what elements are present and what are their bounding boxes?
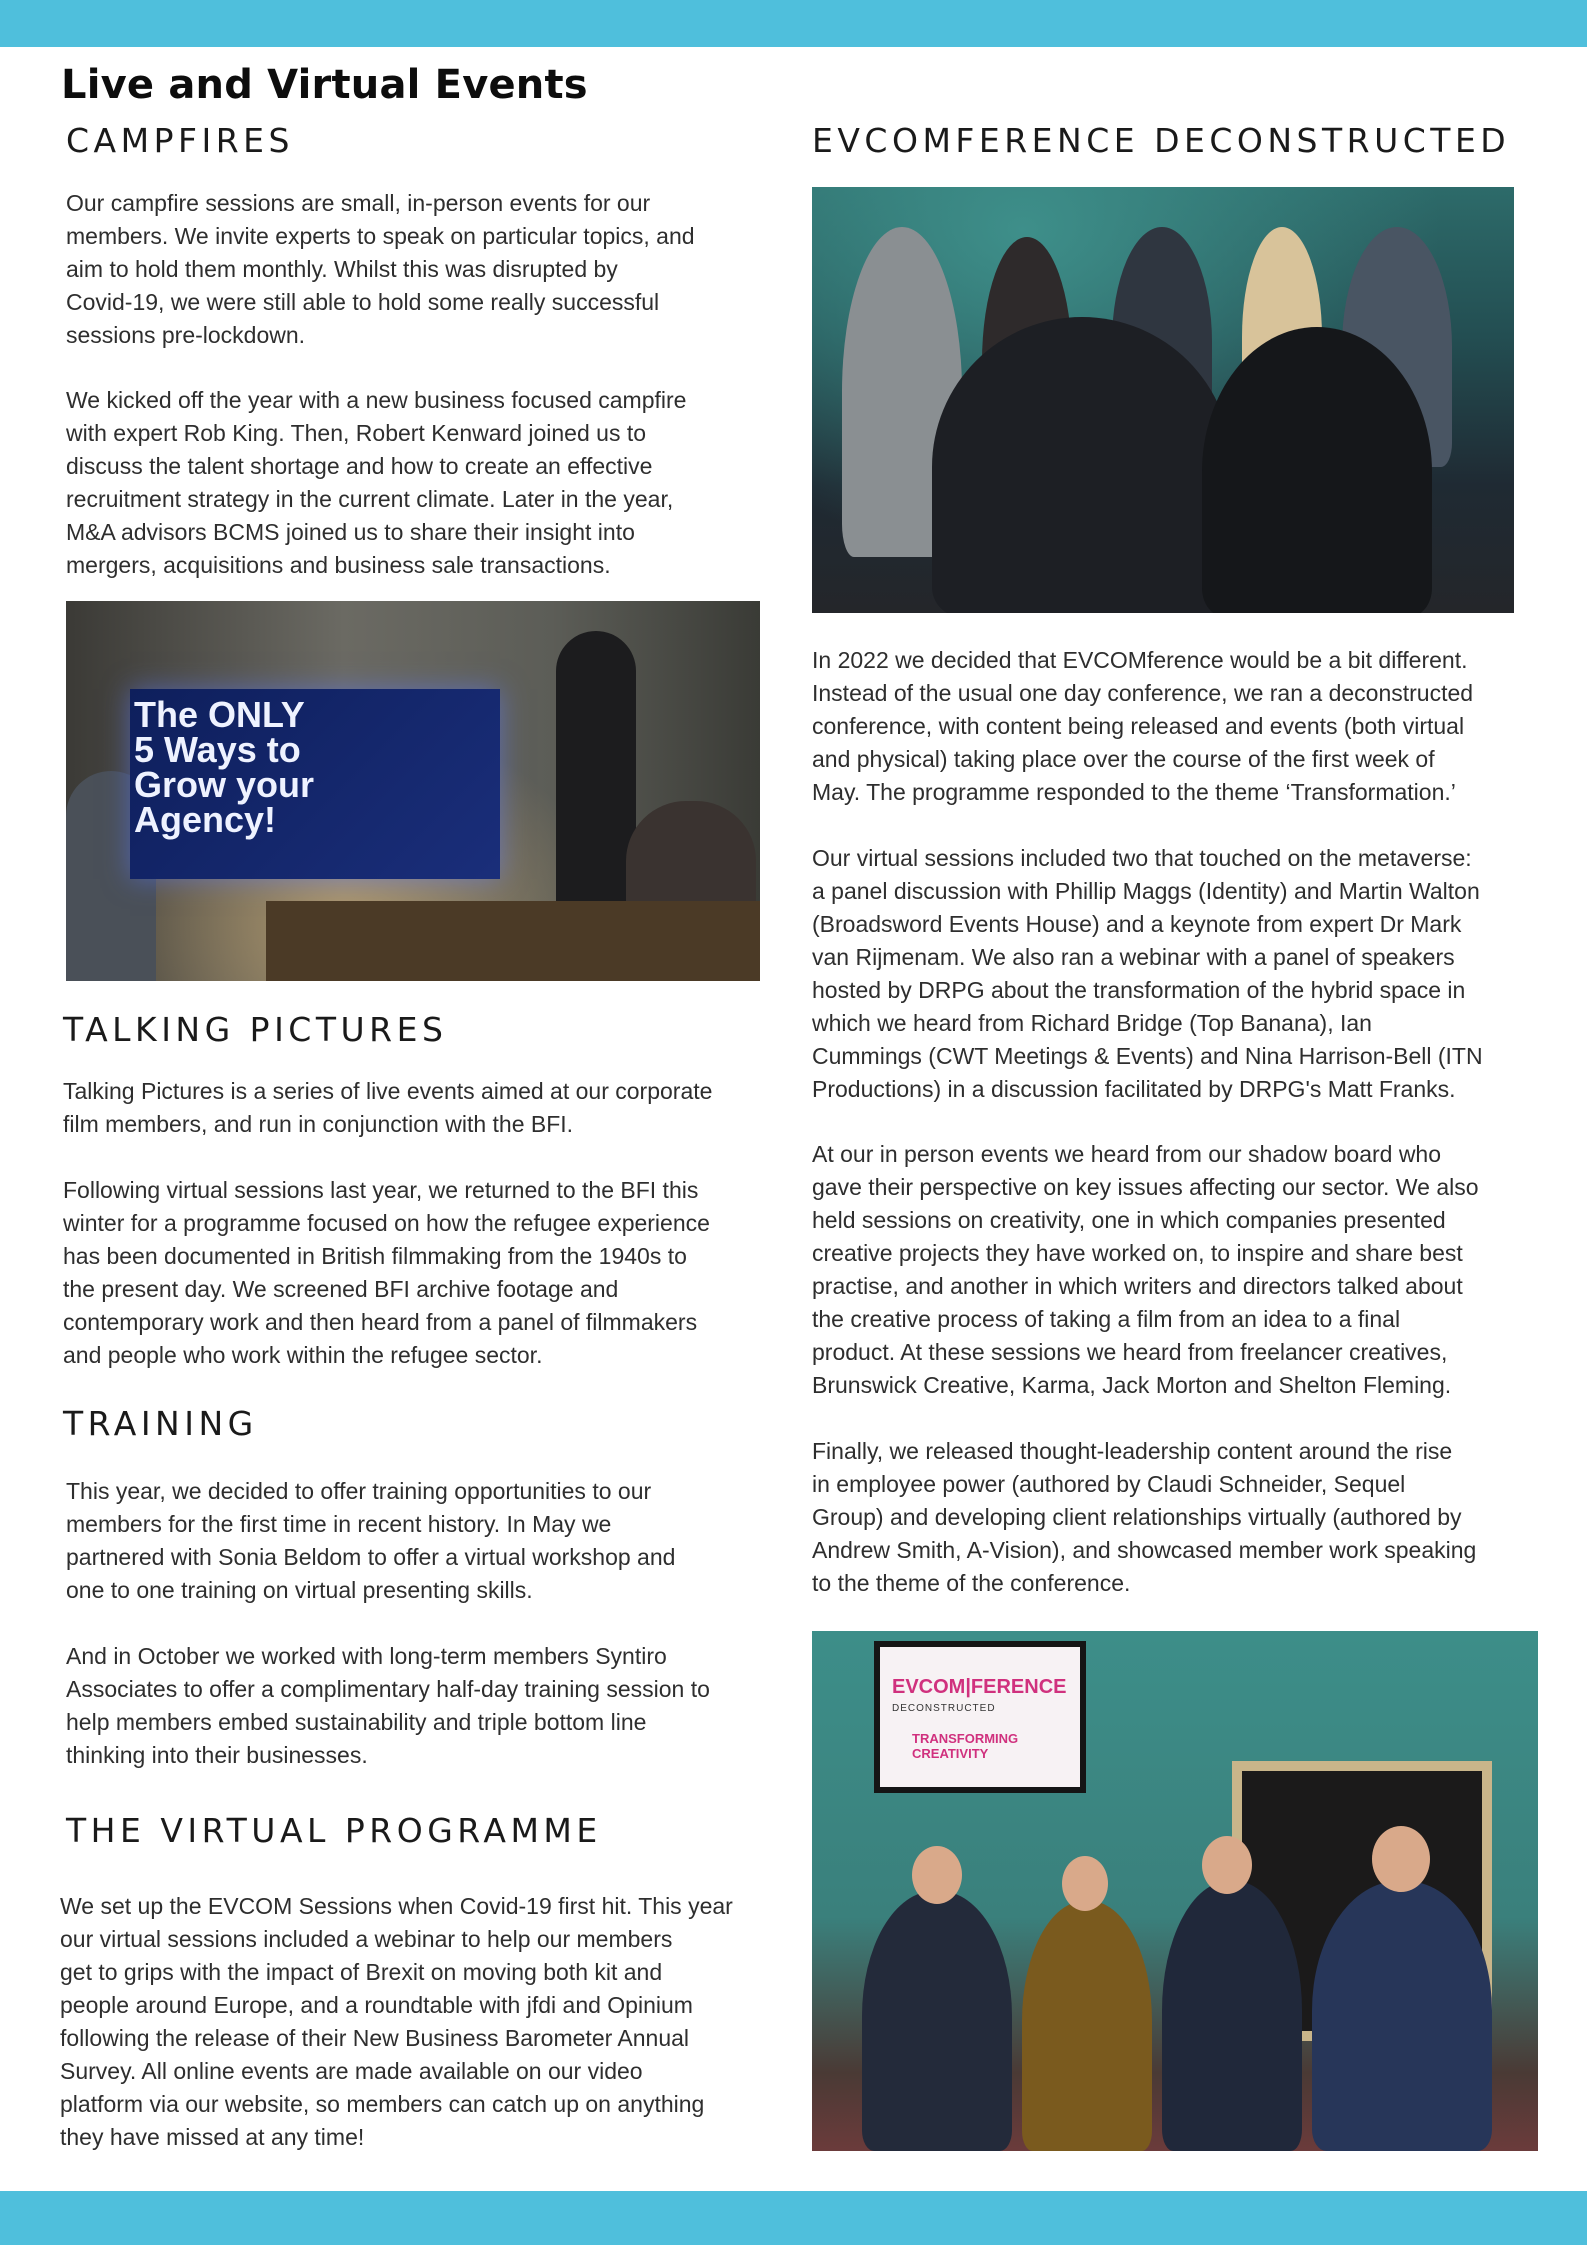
campfires-paragraph-2: We kicked off the year with a new business focused campfire with expert Rob King. Then, Robert Kenward joined us to discuss the talent shortage and how to create an effective recruitment strategy in the current climate. Later in the year, M&A advisors BCMS joined us to share their insight into mergers, acquisitions and business sale transactions.	[66, 387, 687, 578]
training-paragraph-1: This year, we decided to offer training opportunities to our members for the first time in recent history. In May we partnered with Sonia Beldom to offer a virtual workshop and one to one training on virtual presenting skills.	[66, 1478, 676, 1603]
training-heading: TRAINING	[63, 1404, 258, 1443]
training-paragraph-2: And in October we worked with long-term members Syntiro Associates to offer a complimentary half-day training session to help members embed sustainability and triple bottom line thinking into their businesses.	[66, 1643, 710, 1768]
virtual-programme-heading: THE VIRTUAL PROGRAMME	[66, 1811, 602, 1850]
event-screen-brand: EVCOM|FERENCE	[892, 1676, 1067, 1698]
photo-person	[1022, 1901, 1152, 2151]
campfire-photo	[66, 601, 760, 981]
evcomference-paragraph-3: At our in person events we heard from our shadow board who gave their perspective on key issues affecting our sector. We also held sessions on creativity, one in which companies presented creative projects they have worked on, to inspire and share best practise, and another in which writers and directors talked about the creative process of taking a film from an idea to a final product. At these sessions we heard from freelancer creatives, Brunswick Creative, Karma, Jack Morton and Shelton Fleming.	[812, 1141, 1479, 1398]
page-title: Live and Virtual Events	[61, 62, 588, 108]
talking-pictures-heading: TALKING PICTURES	[63, 1010, 448, 1049]
campfires-heading: CAMPFIRES	[66, 121, 294, 160]
evcomference-paragraph-4: Finally, we released thought-leadership content around the rise in employee power (authored by Claudi Schneider, Sequel Group) and developing client relationships virtually (authored by Andrew Smith, A-Vision), and showcased member work speaking to the theme of the conference.	[812, 1438, 1477, 1596]
evcomference-heading: EVCOMFERENCE DECONSTRUCTED	[812, 121, 1511, 160]
evcomference-paragraph-1: In 2022 we decided that EVCOMference would be a bit different. Instead of the usual one day conference, we ran a deconstructed conference, with content being released and events (both virtual and physical) taking place over the course of the first week of May. The programme responded to the theme ‘Transformation.’	[812, 647, 1474, 805]
talking-pictures-paragraph-1: Talking Pictures is a series of live events aimed at our corporate film members, and run in conjunction with the BFI.	[63, 1078, 713, 1137]
event-screen	[874, 1641, 1086, 1793]
audience-photo	[812, 187, 1514, 613]
top-banner-band	[0, 0, 1587, 47]
photo-person-foreground	[932, 317, 1232, 613]
virtual-programme-paragraph: We set up the EVCOM Sessions when Covid-19 first hit. This year our virtual sessions included a webinar to help our members get to grips with the impact of Brexit on moving both kit and people around Europe, and a roundtable with jfdi and Opinium following the release of their New Business Barometer Annual Survey. All online events are made available on our video platform via our website, so members can catch up on anything they have missed at any time!	[60, 1893, 733, 2150]
photo-person	[862, 1891, 1012, 2151]
photo-person	[1162, 1881, 1302, 2151]
presentation-screen-text: The ONLY 5 Ways to Grow your Agency!	[134, 694, 315, 840]
photo-head	[1202, 1836, 1252, 1894]
photo-person	[1312, 1881, 1492, 2151]
talking-pictures-paragraph-2: Following virtual sessions last year, we returned to the BFI this winter for a programme focused on how the refugee experience has been documented in British filmmaking from the 1940s to the present day. We screened BFI archive footage and contemporary work and then heard from a panel of filmmakers and people who work within the refugee sector.	[63, 1177, 710, 1368]
photo-head	[1062, 1856, 1108, 1911]
photo-head	[1372, 1826, 1430, 1892]
group-photo	[812, 1631, 1538, 2151]
campfires-paragraph-1: Our campfire sessions are small, in-person events for our members. We invite experts to speak on particular topics, and aim to hold them monthly. Whilst this was disrupted by Covid-19, we were still able to hold some really successful sessions pre-lockdown.	[66, 190, 695, 348]
bottom-banner-band	[0, 2191, 1587, 2245]
photo-person-foreground	[1202, 327, 1432, 613]
photo-table	[266, 901, 760, 981]
evcomference-paragraph-2: Our virtual sessions included two that touched on the metaverse: a panel discussion with Phillip Maggs (Identity) and Martin Walton (Broadsword Events House) and a keynote from expert Dr Mark van Rijmenam. We also ran a webinar with a panel of speakers hosted by DRPG about the transformation of the hybrid space in which we heard from Richard Bridge (Top Banana), Ian Cummings (CWT Meetings & Events) and Nina Harrison-Bell (ITN Productions) in a discussion facilitated by DRPG's Matt Franks.	[812, 845, 1483, 1102]
event-screen-theme: TRANSFORMING CREATIVITY	[912, 1731, 1019, 1761]
event-screen-subtitle: DECONSTRUCTED	[892, 1703, 996, 1714]
photo-head	[912, 1846, 962, 1904]
